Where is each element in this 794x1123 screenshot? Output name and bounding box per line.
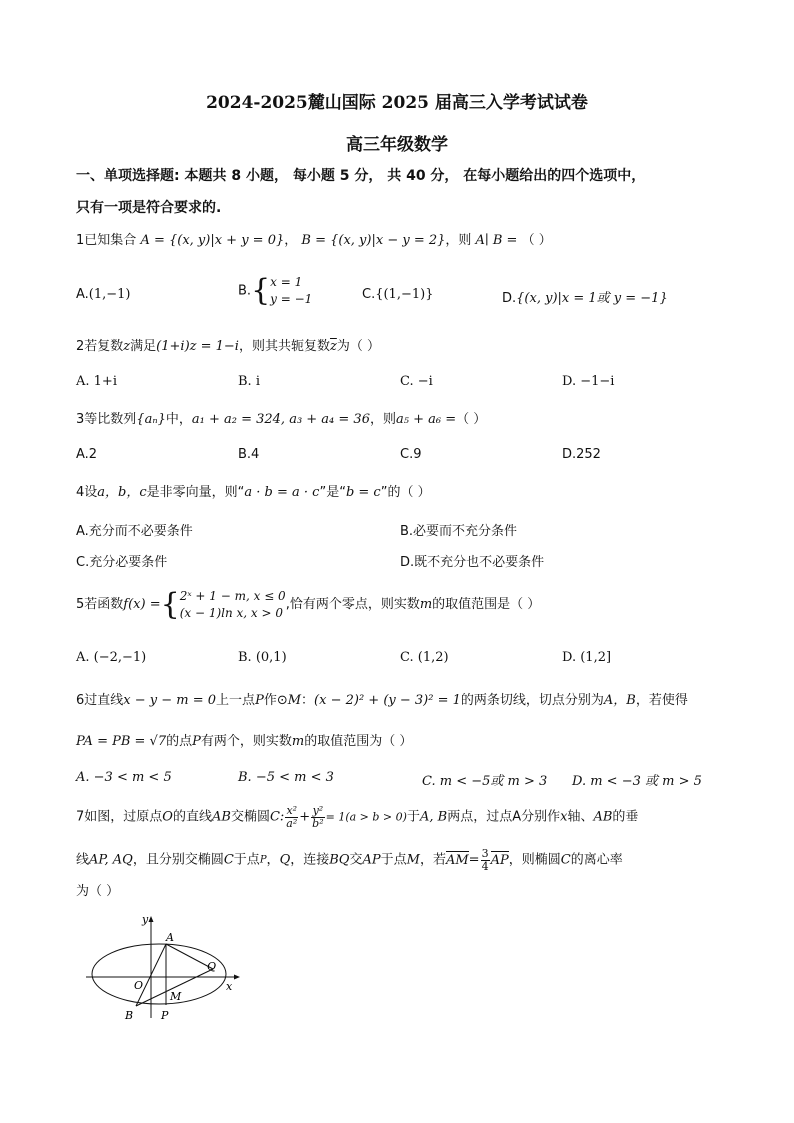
q5-case1: 2ˣ + 1 − m, x ≤ 0: [179, 589, 286, 603]
section-heading-line2: 只有一项是符合要求的.: [76, 200, 222, 216]
q6-text-d: ：: [301, 693, 315, 708]
q6-option-a[interactable]: A. −3 < m < 5: [76, 770, 172, 785]
q7-line2-bq: BQ: [329, 852, 350, 868]
q3-text-b: 中，: [165, 412, 192, 427]
question-5-stem: [76, 588, 540, 622]
q6-line2-p: P: [192, 734, 201, 749]
q7-text-e: 两点，过点A分别作: [447, 809, 561, 825]
q5-number: 5: [76, 597, 85, 612]
q5-cases: [180, 588, 286, 622]
label-a: A: [166, 931, 174, 944]
q7-ellipse-colon: :: [279, 809, 285, 825]
q1-option-c-text: {(1,−1)}: [375, 287, 434, 302]
q4-number: 4: [76, 485, 85, 500]
q4-text-d: ”的（ ）: [380, 485, 431, 500]
q6-circle-expr: (x − 2)² + (y − 3)² = 1: [314, 693, 461, 708]
label-m: M: [170, 990, 182, 1003]
q7-line2-p: P: [259, 854, 267, 866]
question-7-stem-line1: 7如图，过原点O的直线AB交椭圆C: $\frac{\text{x²}}{\text{a²}}$ + $\frac{\text{y²}}{\text{b²}}$ = 1(a > b > 0)于A, B两点，过点A分别作x轴、AB的垂: [76, 804, 639, 830]
q4-text-c: ”是“: [319, 485, 346, 500]
line-aq: [166, 944, 213, 969]
q3-text-c: ，则: [369, 412, 396, 427]
q1-option-c[interactable]: [362, 287, 433, 302]
q7-line2-c2: C: [560, 852, 571, 868]
q3-option-b[interactable]: B.4: [238, 447, 260, 462]
label-b: B: [125, 1009, 134, 1022]
q7-points-ab: A, B: [419, 809, 448, 825]
q7-ellipse-figure: [86, 908, 246, 1028]
q6-line2-text-c: 的取值范围为（ ）: [304, 734, 413, 749]
label-q: Q: [207, 960, 217, 973]
q4-option-b[interactable]: B.必要而不充分条件: [400, 524, 518, 539]
q2-text-a: 若复数: [84, 339, 124, 354]
q1-ask: ，则: [445, 233, 472, 248]
q7-frac-den: 4: [481, 860, 489, 873]
q7-ellipse-y-num: y²: [312, 804, 324, 817]
q1-prefix: 已知集合: [84, 233, 137, 248]
q5-fx: f(x) =: [123, 597, 161, 612]
q7-text-a: 如图，过原点: [84, 809, 163, 825]
q7-line2-f: 交: [349, 852, 363, 868]
q6-circle-m: M: [287, 693, 302, 708]
q7-text-f: 轴、: [567, 809, 594, 825]
q3-option-d[interactable]: D.252: [562, 447, 601, 462]
label-p: P: [161, 1009, 169, 1022]
q7-line2-g: 于点: [380, 852, 407, 868]
q2-conj: $\overline{z}$: [329, 339, 337, 354]
label-x: x: [226, 980, 233, 993]
q6-line2-text-a: 的点: [166, 734, 193, 749]
q7-line-ab-2: AB: [593, 809, 613, 825]
q4-text-a: 设: [84, 485, 98, 500]
q1-option-c-label: C.: [362, 287, 376, 302]
q1-option-b[interactable]: [238, 274, 312, 308]
q7-ellipse-x-frac: [285, 805, 298, 830]
q3-text-a: 等比数列: [84, 412, 137, 427]
q7-line2-i: ，则椭圆: [508, 852, 561, 868]
q7-line2-m: M: [406, 852, 420, 868]
q2-text-b: 满足: [130, 339, 157, 354]
question-6-stem-line1: [76, 692, 688, 710]
q1-option-b-brace: {: [251, 273, 271, 308]
q5-brace: {: [160, 587, 180, 622]
q1-number: 1: [76, 233, 85, 248]
exam-subtitle: 高三年级数学: [346, 135, 448, 155]
q5-text-b: ,恰有两个零点，则实数: [285, 597, 420, 612]
y-axis-arrow-icon: [149, 916, 154, 922]
x-axis-arrow-icon: [234, 975, 240, 980]
q4-text-b: 是非零向量，则“: [146, 485, 245, 500]
question-7-stem-line3: 为（ ）: [76, 884, 120, 899]
q7-line2-j: 的离心率: [570, 852, 623, 868]
q1-option-b-case2: y = −1: [270, 292, 313, 306]
q7-vector-ap: AP: [490, 852, 509, 868]
q7-number: 7: [76, 809, 85, 825]
q5-option-d[interactable]: D. (1,2]: [562, 650, 612, 665]
q4-expr: a · b = a · c: [244, 485, 320, 500]
q2-option-a[interactable]: A. 1+i: [76, 374, 117, 389]
q2-var: z: [123, 339, 131, 354]
q4-vars: a，b，c: [97, 485, 147, 500]
q6-text-c: 作⊙: [263, 693, 288, 708]
q1-option-d[interactable]: [502, 287, 668, 306]
q7-line2-ap: AP: [362, 852, 381, 868]
q3-number: 3: [76, 412, 85, 427]
q1-option-d-label: D.: [502, 291, 517, 306]
q5-case2: (x − 1)ln x, x > 0: [179, 606, 284, 620]
question-3-stem: [76, 411, 486, 429]
q6-text-f: ，若使得: [635, 693, 688, 708]
q5-var: m: [419, 597, 433, 612]
q6-line2-m: m: [291, 734, 305, 749]
q1-option-b-cases: [270, 274, 312, 308]
q7-fraction: [481, 848, 490, 873]
q7-ellipse-x-num: x²: [286, 804, 298, 817]
q7-line2-h: ，若: [419, 852, 446, 868]
q1-set-a: A = {(x, y)|x + y = 0}: [140, 233, 285, 248]
q5-option-a[interactable]: A. (−2,−1): [76, 650, 147, 665]
label-y: y: [142, 913, 149, 926]
q3-seq: {aₙ}: [136, 412, 166, 427]
q4-option-c[interactable]: C.充分必要条件: [76, 555, 168, 570]
q7-line-ab: AB: [211, 809, 231, 825]
q4-option-d[interactable]: D.既不充分也不必要条件: [400, 555, 545, 570]
q7-line2-ap-aq: AP, AQ: [89, 852, 133, 868]
q2-text-d: 为（ ）: [336, 339, 380, 354]
q4-option-a[interactable]: A.充分而不必要条件: [76, 524, 193, 539]
q7-line2-c: C: [223, 852, 234, 868]
q7-line2-b: ，且分别交椭圆: [132, 852, 224, 868]
q6-number: 6: [76, 693, 85, 708]
q2-option-c[interactable]: C. −i: [400, 374, 433, 389]
q2-number: 2: [76, 339, 85, 354]
q1-option-a-label: A.: [76, 287, 89, 302]
q1-set-b: B = {(x, y)|x − y = 2}: [301, 233, 446, 248]
q6-text-b: 上一点: [216, 693, 256, 708]
q7-origin-o: O: [162, 809, 173, 825]
q5-option-c[interactable]: C. (1,2): [400, 650, 449, 665]
q1-option-b-case1: x = 1: [270, 275, 303, 289]
q7-ellipse-x-den: a²: [286, 817, 298, 830]
q1-option-b-label: B.: [238, 283, 252, 299]
q6-line2-text-b: 有两个，则实数: [200, 734, 292, 749]
q1-expr: A∣ B =: [475, 233, 518, 248]
q1-option-a-text: (1,−1): [88, 287, 131, 302]
q6-option-c[interactable]: C. m < −5或 m > 3: [422, 774, 548, 789]
section-heading: [76, 160, 726, 224]
section-heading-line1: 一、单项选择题: 本题共 8 小题， 每小题 5 分， 共 40 分， 在每小题给出的四个选项中，: [76, 168, 646, 184]
q7-ellipse-y-frac: [311, 805, 324, 830]
q3-option-c[interactable]: C.9: [400, 447, 422, 462]
q7-line2-q: Q: [279, 852, 291, 868]
q6-option-b[interactable]: B. −5 < m < 3: [238, 770, 334, 785]
q6-text-e: 的两条切线，切点分别为: [460, 693, 604, 708]
q7-ellipse-c: C: [269, 809, 280, 825]
q7-frac-num: 3: [481, 847, 489, 860]
q2-option-b[interactable]: B. i: [238, 374, 260, 389]
q4-expr2: b = c: [345, 485, 381, 500]
q7-x-axis: x: [560, 809, 568, 825]
q7-line2-a: 线: [76, 852, 90, 868]
q1-sep: ，: [284, 233, 298, 248]
q3-text-d: （ ）: [456, 412, 487, 427]
q2-option-d[interactable]: D. −1−i: [562, 374, 615, 389]
question-1-stem: [76, 232, 552, 250]
label-o: O: [134, 979, 144, 992]
q7-text-c: 交椭圆: [230, 809, 270, 825]
q1-option-a[interactable]: [76, 287, 131, 302]
q7-equals: =: [468, 852, 480, 868]
q6-point-p: P: [255, 693, 264, 708]
question-6-stem-line2: [76, 733, 412, 751]
q7-line2-text-c: 于点: [233, 852, 260, 868]
q6-text-a: 过直线: [84, 693, 124, 708]
q6-line2-expr: PA = PB = √7: [76, 734, 167, 749]
q7-text-d: 于: [406, 809, 420, 825]
q5-text-c: 的取值范围是（ ）: [432, 597, 541, 612]
question-2-stem: [76, 338, 380, 356]
question-7-stem-line2: [76, 848, 623, 873]
exam-title: 2024-2025麓山国际 2025 届高三入学考试试卷: [206, 93, 588, 113]
question-4-stem: [76, 484, 431, 502]
q7-ellipse-y-den: b²: [312, 817, 324, 830]
q6-option-d[interactable]: D. m < −3 或 m > 5: [572, 774, 702, 789]
q2-text-c: ，则其共轭复数: [238, 339, 330, 354]
q7-ellipse-post: = 1(a > b > 0): [325, 810, 407, 824]
q3-expr2: a₅ + a₆ =: [396, 412, 457, 427]
q7-line2-d: ，: [266, 852, 280, 868]
q1-option-d-text: {(x, y)|x = 1或 y = −1}: [516, 291, 668, 306]
q1-paren: （ ）: [521, 233, 552, 248]
q3-option-a[interactable]: A.2: [76, 447, 98, 462]
q7-vector-am: AM: [445, 852, 469, 868]
q6-line-expr: x − y − m = 0: [123, 693, 217, 708]
q2-expr: (1+i)z = 1−i: [156, 339, 239, 354]
q5-option-b[interactable]: B. (0,1): [238, 650, 287, 665]
q5-text-a: 若函数: [84, 597, 124, 612]
q7-line2-e: ，连接: [290, 852, 330, 868]
q7-text-g: 的垂: [612, 809, 639, 825]
q6-points-ab: A，B: [603, 693, 636, 708]
q3-expr: a₁ + a₂ = 324, a₃ + a₄ = 36: [191, 412, 370, 427]
q7-text-b: 的直线: [172, 809, 212, 825]
